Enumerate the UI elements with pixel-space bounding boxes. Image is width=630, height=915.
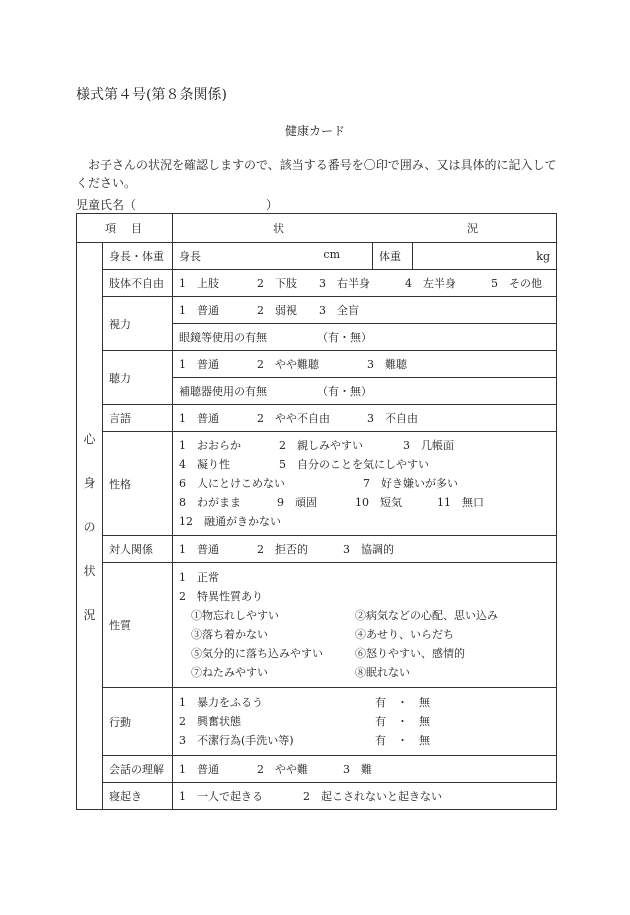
child-name-field[interactable] [76,196,278,213]
child-name-close: ） [266,198,279,212]
conversation-options[interactable]: 1 普通 2 やや難 3 難 [173,756,557,783]
behavior-label: 行動 [103,688,173,756]
nature-label: 性質 [103,563,173,688]
vision-label: 視力 [103,297,173,351]
behavior-options[interactable]: 1 暴力をふるう 有 ・ 無 2 興奮状態 有 ・ 無 3 不潔行為(手洗い等) 有 ・ 無 [173,688,557,756]
limb-options[interactable]: 1 上肢 2 下肢 3 右半身 4 左半身 5 その他 [173,270,557,297]
speech-label: 言語 [103,405,173,432]
group-label-mind-body: 心 身 の 状 況 [77,243,103,810]
limb-label: 肢体不自由 [103,270,173,297]
weight-field[interactable]: kg [413,243,557,270]
personality-label: 性格 [103,432,173,536]
height-weight-label: 身長・体重 [103,243,173,270]
header-status-char: 状 [273,222,286,235]
conversation-label: 会話の理解 [103,756,173,783]
health-card-table [76,213,557,810]
relations-label: 対人関係 [103,536,173,563]
weight-label: 体重 [373,243,413,270]
hearing-options[interactable]: 1 普通 2 やや難聴 3 難聴 [173,351,557,378]
waking-label: 寝起き [103,783,173,810]
header-situation-char: 況 [467,222,480,235]
waking-options[interactable]: 1 一人で起きる 2 起こされないと起きない [173,783,557,810]
nature-options[interactable]: 1 正常 2 特異性質あり ①物忘れしやすい ②病気などの心配、思い込み ③落ち着かない ④あせり、いらだち ⑤気分的に落ち込みやすい ⑥怒りやすい、感情的 ⑦ねたみやすい ⑧眠れない [173,563,557,688]
hearing-label: 聴力 [103,351,173,405]
height-field[interactable]: 身長 cm [173,243,373,270]
header-item: 項 目 [77,214,173,243]
hearing-aid-field[interactable]: 補聴器使用の有無 （有・無） [173,378,557,405]
glasses-field[interactable]: 眼鏡等使用の有無 （有・無） [173,324,557,351]
page-title: 健康カード [284,124,345,138]
header-status [173,214,557,243]
vision-options[interactable]: 1 普通 2 弱視 3 全盲 [173,297,557,324]
form-number: 様式第４号(第８条関係) [76,87,227,103]
relations-options[interactable]: 1 普通 2 拒否的 3 協調的 [173,536,557,563]
personality-options[interactable]: 1 おおらか 2 親しみやすい 3 几帳面 4 凝り性 5 自分のことを気にしやすい 6 人にとけこめない 7 好き嫌いが多い 8 わがまま 9 頑固 10 短気 11 無口 12 融通がきかない [173,432,557,536]
child-name-label: 児童氏名（ [76,198,137,212]
instruction-text: お子さんの状況を確認しますので、該当する番号を〇印で囲み、又は具体的に記入してください。 [76,158,557,190]
speech-options[interactable]: 1 普通 2 やや不自由 3 不自由 [173,405,557,432]
